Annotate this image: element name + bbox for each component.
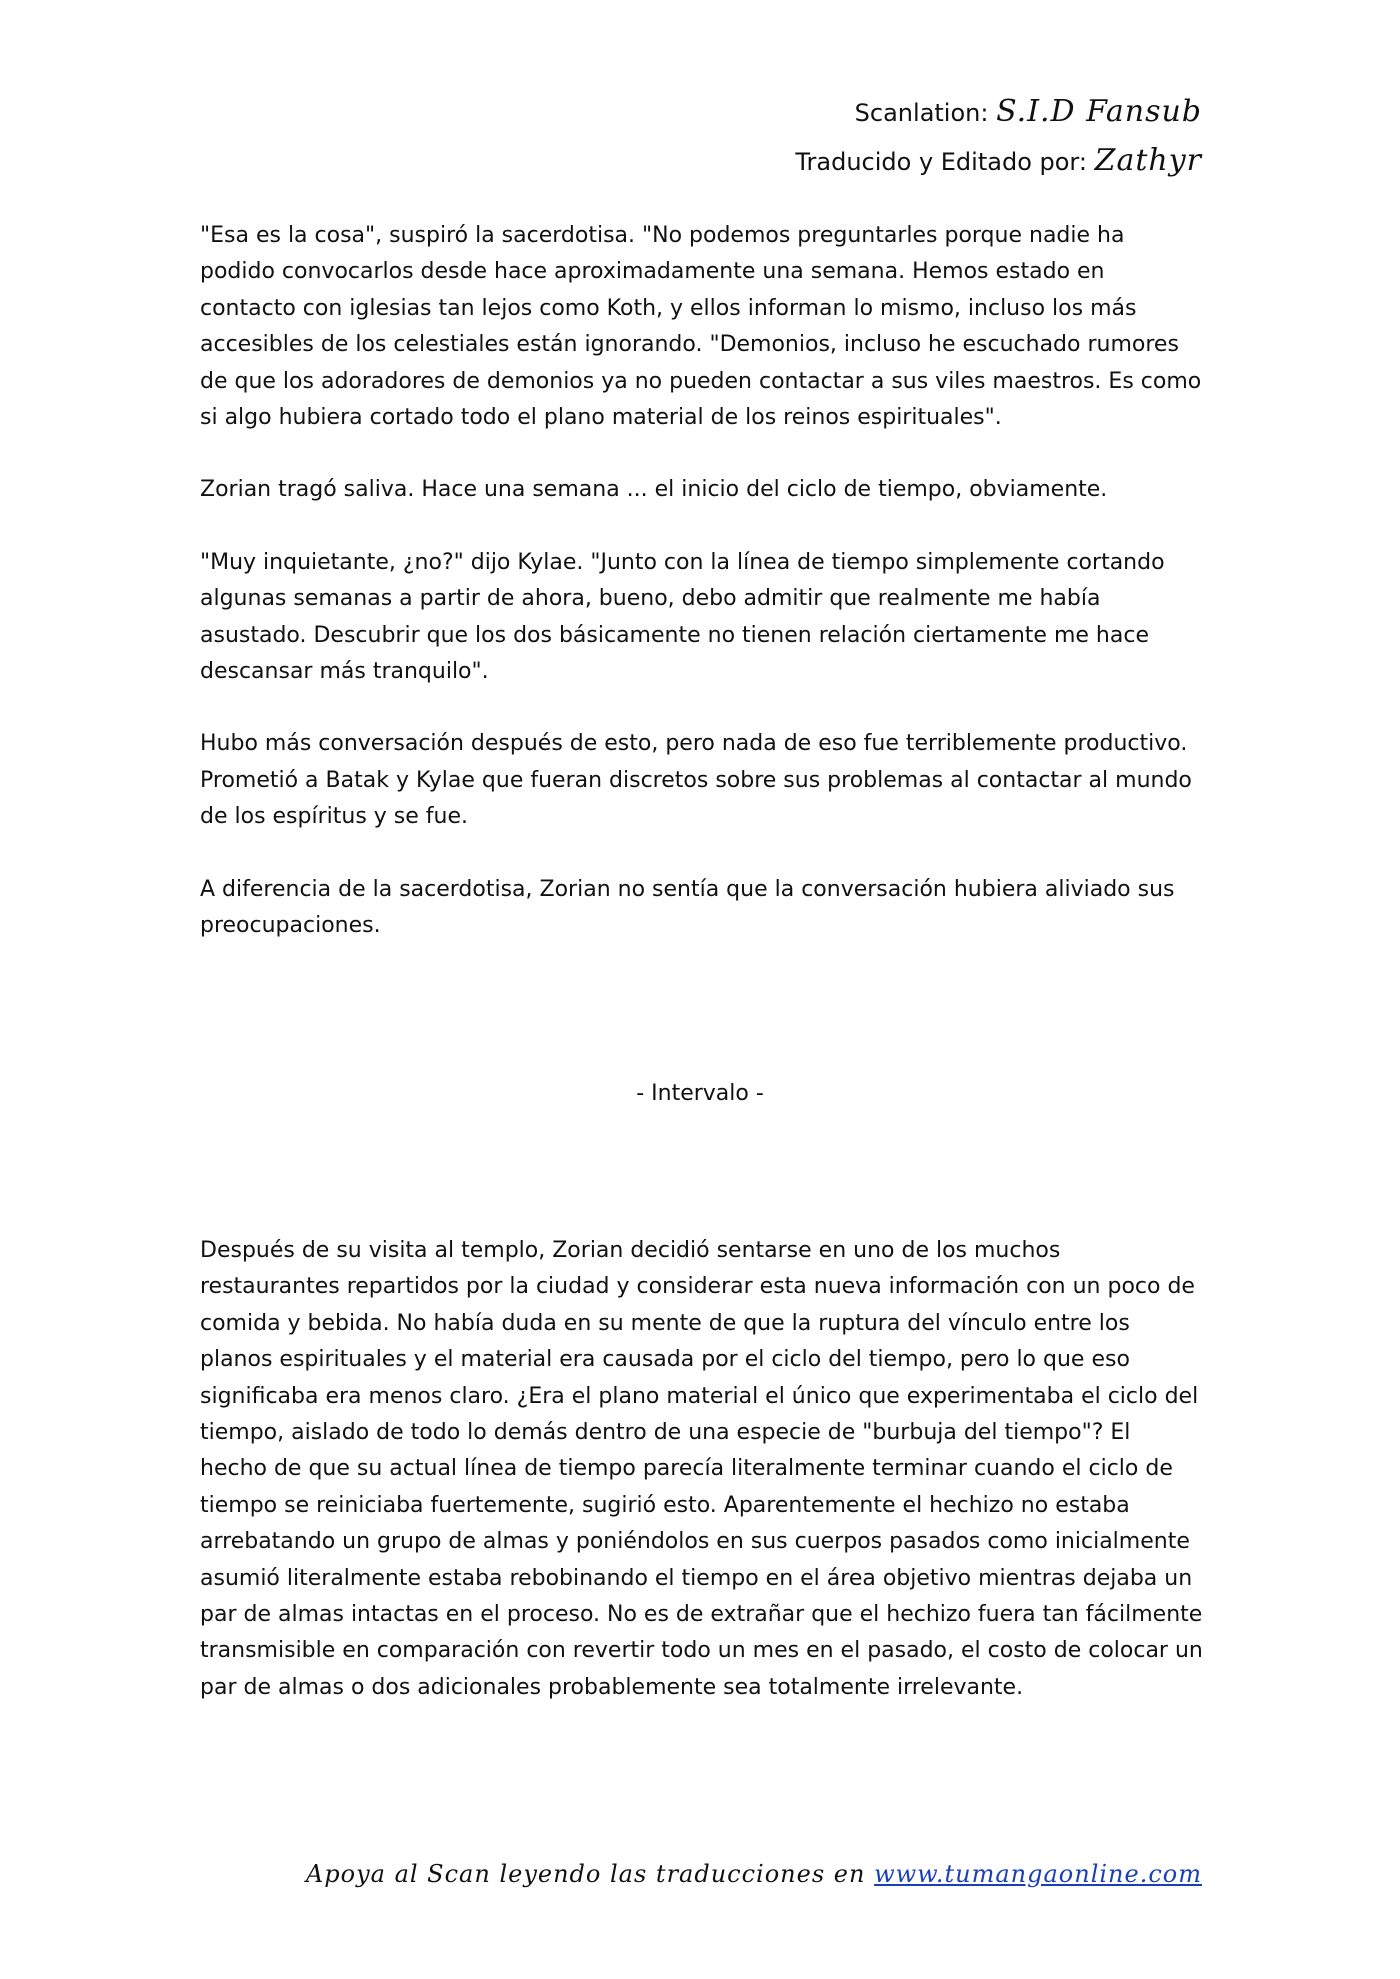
translator-name: Zathyr [1094,143,1202,178]
translator-credit [795,137,1202,186]
section-divider: - Intervalo - [636,1081,764,1106]
main-text-continued [200,1233,1204,1742]
footer-text: Apoya al Scan leyendo las traducciones en [305,1860,866,1888]
translator-label: Traducido y Editado por: [795,148,1087,176]
page-footer [306,1860,1202,1888]
scanlation-label: Scanlation: [854,99,989,127]
paragraph: Hubo más conversación después de esto, pero nada de eso fue terriblemente productivo. Prometió a Batak y Kylae que fueran discretos sobre sus problemas al contactar al mundo de los espíritus y se fue. [200,731,1192,830]
footer-link[interactable]: www.tumangaonline.com [874,1860,1202,1888]
scanlation-name: S.I.D Fansub [996,94,1202,129]
paragraph: Zorian tragó saliva. Hace una semana ... el inicio del ciclo de tiempo, obviamente. [200,477,1108,503]
paragraph: "Muy inquietante, ¿no?" dijo Kylae. "Junto con la línea de tiempo simplemente cortando algunas semanas a partir de ahora, bueno, debo admitir que realmente me había asustado. Descubrir que los dos básicamente no tienen relación ciertamente me hace descansar más tranquilo". [200,549,1165,685]
paragraph: Después de su visita al templo, Zorian decidió sentarse en uno de los muchos restaurantes repartidos por la ciudad y considerar esta nueva información con un poco de comida y bebida. No había duda en su mente de que la ruptura del vínculo entre los planos espirituales y el material era causada por el ciclo del tiempo, pero lo que eso significaba era menos claro. ¿Era el plano material el único que experimentaba el ciclo del tiempo, aislado de todo lo demás dentro de una especie de "burbuja del tiempo"? El hecho de que su actual línea de tiempo parecía literalmente terminar cuando el ciclo de tiempo se reiniciaba fuertemente, sugirió esto. Aparentemente el hechizo no estaba arrebatando un grupo de almas y poniéndolos en sus cuerpos pasados como inicialmente asumió literalmente estaba rebobinando el tiempo en el área objetivo mientras dejaba un par de almas intactas en el proceso. No es de extrañar que el hechizo fuera tan fácilmente transmisible en comparación con revertir todo un mes en el pasado, el costo de colocar un par de almas o dos adicionales probablemente sea totalmente irrelevante. [200,1238,1203,1700]
paragraph: A diferencia de la sacerdotisa, Zorian no sentía que la conversación hubiera aliviado sus preocupaciones. [200,876,1175,939]
paragraph: "Esa es la cosa", suspiró la sacerdotisa. "No podemos preguntarles porque nadie ha podido convocarlos desde hace aproximadamente una semana. Hemos estado en contacto con iglesias tan lejos como Koth, y ellos informan lo mismo, incluso los más accesibles de los celestiales están ignorando. "Demonios, incluso he escuchado rumores de que los adoradores de demonios ya no pueden contactar a sus viles maestros. Es como si algo hubiera cortado todo el plano material de los reinos espirituales". [200,223,1202,431]
main-text [200,218,1204,981]
scanlation-credit [795,88,1202,137]
page-header [795,88,1202,186]
